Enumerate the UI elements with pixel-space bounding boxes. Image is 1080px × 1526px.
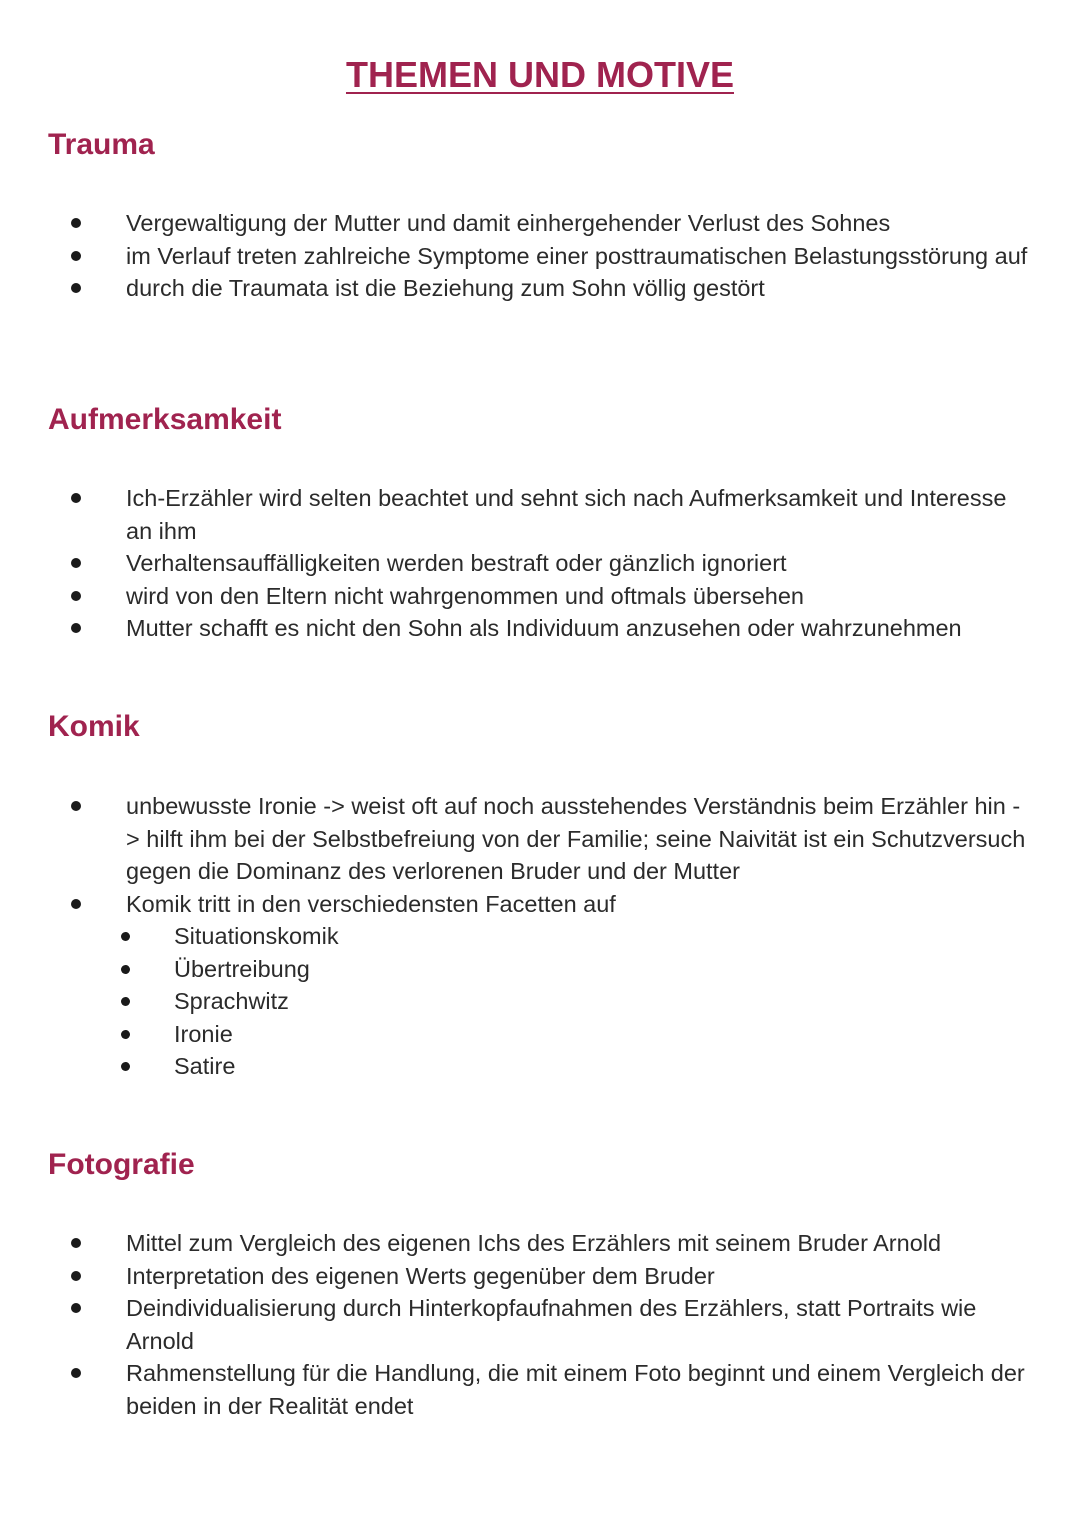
section-heading: Aufmerksamkeit <box>48 403 282 436</box>
bullet-icon <box>121 1062 130 1071</box>
list-item: wird von den Eltern nicht wahrgenommen und oftmals übersehen <box>0 580 1080 613</box>
sub-list-item: Ironie <box>0 1018 1080 1051</box>
bullet-icon <box>71 493 81 503</box>
list-item: Vergewaltigung der Mutter und damit einhergehender Verlust des Sohnes <box>0 207 1080 240</box>
bullet-icon <box>71 283 81 293</box>
list-item: Deindividualisierung durch Hinterkopfaufnahmen des Erzählers, statt Portraits wie Arnold <box>0 1292 1080 1357</box>
bullet-icon <box>71 801 81 811</box>
bullet-icon <box>121 932 130 941</box>
list-item: Komik tritt in den verschiedensten Facetten auf <box>0 888 1080 921</box>
bullet-icon <box>121 965 130 974</box>
bullet-icon <box>121 1030 130 1039</box>
sub-list-item: Sprachwitz <box>0 985 1080 1018</box>
sub-list-item: Übertreibung <box>0 953 1080 986</box>
bullet-list <box>0 482 1080 645</box>
list-item: Mutter schafft es nicht den Sohn als Individuum anzusehen oder wahrzunehmen <box>0 612 1080 645</box>
bullet-icon <box>71 218 81 228</box>
list-item: durch die Traumata ist die Beziehung zum Sohn völlig gestört <box>0 272 1080 305</box>
list-item: unbewusste Ironie -> weist oft auf noch ausstehendes Verständnis beim Erzähler hin -> hilft ihm bei der Selbstbefreiung von der Familie; seine Naivität ist ein Schutzversuch gegen die Dominanz des verlorenen Bruder und der Mutter <box>0 790 1080 888</box>
list-item: Mittel zum Vergleich des eigenen Ichs des Erzählers mit seinem Bruder Arnold <box>0 1227 1080 1260</box>
bullet-icon <box>71 558 81 568</box>
bullet-icon <box>71 1303 81 1313</box>
bullet-list <box>0 790 1080 1083</box>
bullet-list <box>0 1227 1080 1422</box>
list-item: Interpretation des eigenen Werts gegenüber dem Bruder <box>0 1260 1080 1293</box>
bullet-list <box>0 207 1080 305</box>
list-item: Verhaltensauffälligkeiten werden bestraft oder gänzlich ignoriert <box>0 547 1080 580</box>
list-item: Ich-Erzähler wird selten beachtet und sehnt sich nach Aufmerksamkeit und Interesse an ihm <box>0 482 1080 547</box>
bullet-icon <box>71 591 81 601</box>
section-heading: Komik <box>48 710 140 743</box>
bullet-icon <box>71 1368 81 1378</box>
section-heading: Fotografie <box>48 1148 195 1181</box>
bullet-icon <box>71 1238 81 1248</box>
bullet-icon <box>71 251 81 261</box>
page-title: THEMEN UND MOTIVE <box>345 54 734 96</box>
sub-list-item: Situationskomik <box>0 920 1080 953</box>
bullet-icon <box>121 997 130 1006</box>
list-item: im Verlauf treten zahlreiche Symptome einer posttraumatischen Belastungsstörung auf <box>0 240 1080 273</box>
sub-list-item: Satire <box>0 1050 1080 1083</box>
bullet-icon <box>71 899 81 909</box>
list-item: Rahmenstellung für die Handlung, die mit einem Foto beginnt und einem Vergleich der beiden in der Realität endet <box>0 1357 1080 1422</box>
bullet-icon <box>71 623 81 633</box>
bullet-icon <box>71 1271 81 1281</box>
section-heading: Trauma <box>48 128 155 161</box>
